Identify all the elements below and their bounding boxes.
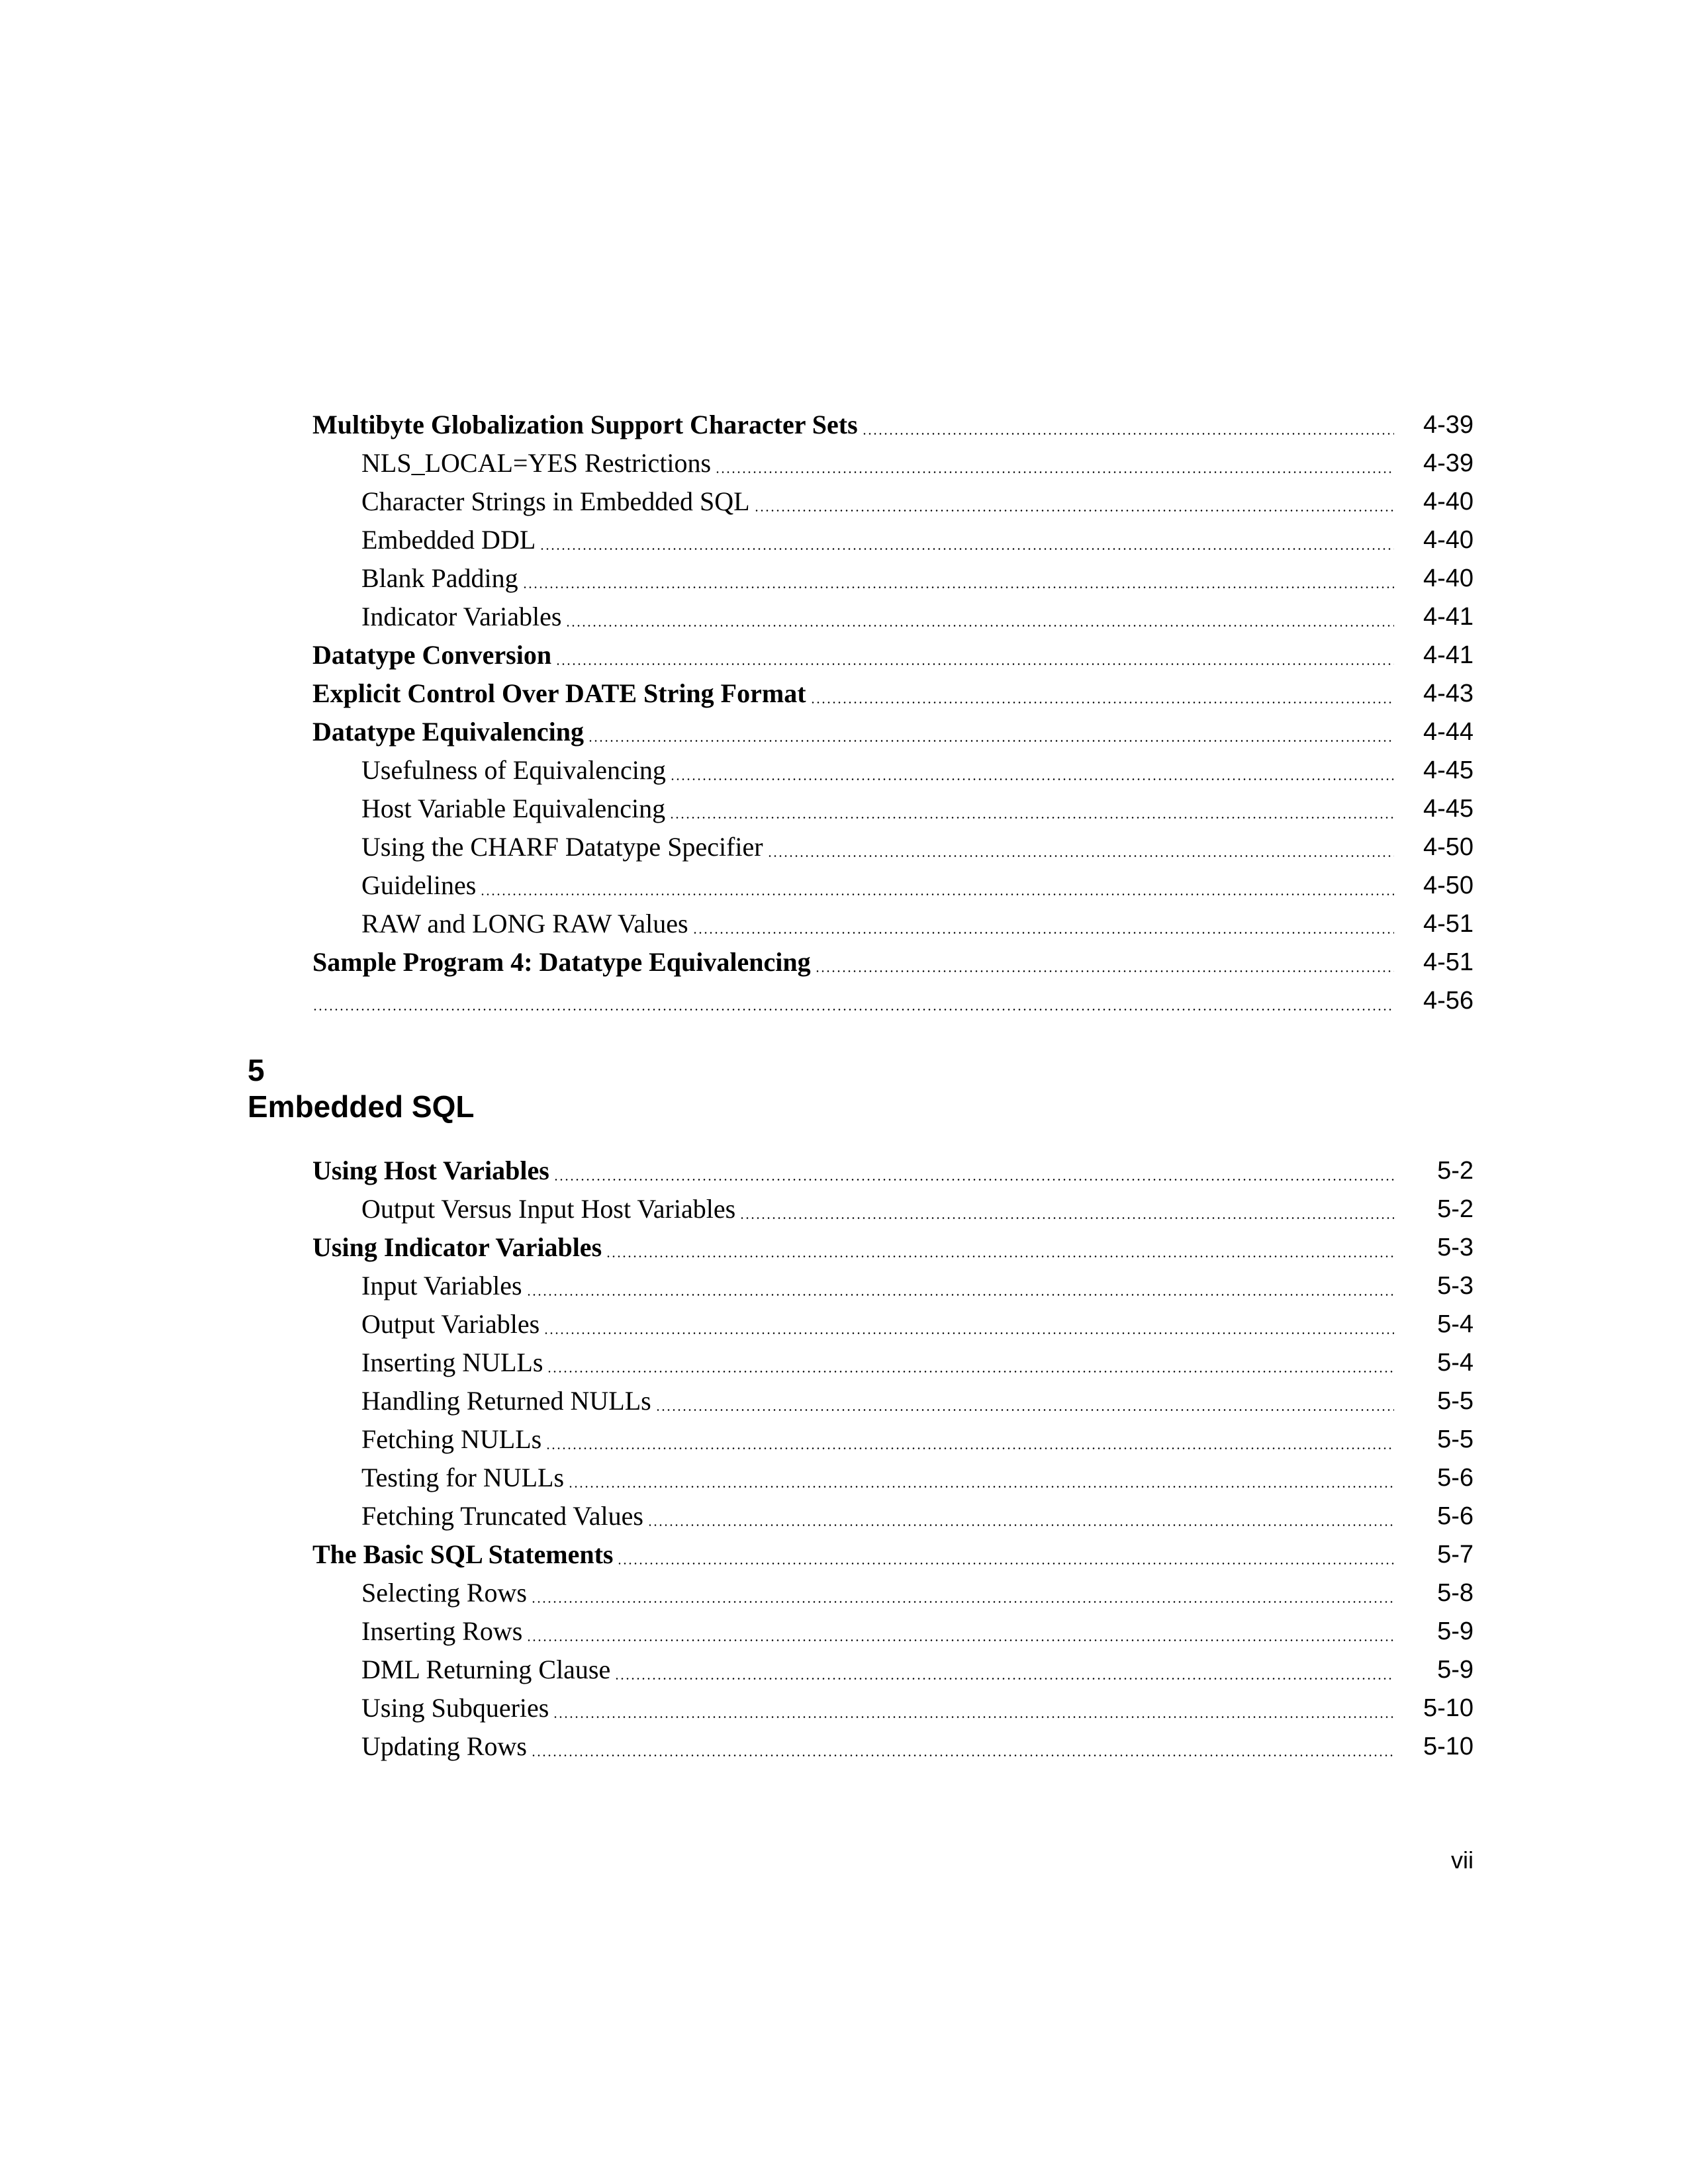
dot-leader xyxy=(815,946,1394,978)
dot-leader xyxy=(553,1155,1394,1187)
toc-entry[interactable] xyxy=(312,1609,1474,1647)
toc-entry-page: 5-9 xyxy=(1437,1656,1474,1684)
dot-leader xyxy=(568,1462,1394,1494)
dot-leader xyxy=(647,1500,1394,1532)
dot-leader xyxy=(617,1539,1394,1570)
toc-entry[interactable] xyxy=(312,748,1474,786)
toc-entry-title: RAW and LONG RAW Values xyxy=(312,908,692,940)
dot-leader xyxy=(715,447,1394,479)
toc-entry-page: 5-9 xyxy=(1437,1617,1474,1645)
toc-entry-page: 5-2 xyxy=(1437,1195,1474,1223)
dot-leader xyxy=(539,524,1394,556)
toc-entry-title: Output Variables xyxy=(312,1308,543,1340)
toc-entry[interactable] xyxy=(312,901,1474,940)
toc-entry-title: Fetching Truncated Values xyxy=(312,1500,647,1532)
dot-leader xyxy=(862,409,1394,441)
dot-leader xyxy=(531,1577,1394,1609)
toc-entry-page: 5-3 xyxy=(1437,1272,1474,1300)
toc-entry[interactable] xyxy=(312,1570,1474,1609)
toc-entry-page: 4-40 xyxy=(1423,526,1474,554)
toc-entry[interactable] xyxy=(312,479,1474,518)
toc-entry-title: Usefulness of Equivalencing xyxy=(312,754,670,786)
toc-entry-title: NLS_LOCAL=YES Restrictions xyxy=(312,447,715,479)
toc-entry[interactable] xyxy=(312,940,1474,978)
toc-entry-title: Selecting Rows xyxy=(312,1577,531,1609)
toc-entry[interactable] xyxy=(312,518,1474,556)
toc-entry[interactable] xyxy=(312,1340,1474,1379)
dot-leader xyxy=(810,678,1394,709)
toc-entry[interactable] xyxy=(312,441,1474,479)
toc-entry-page: 4-50 xyxy=(1423,872,1474,899)
dot-leader xyxy=(547,1347,1394,1379)
toc-entry[interactable] xyxy=(312,709,1474,748)
toc-entry[interactable] xyxy=(312,671,1474,709)
toc-entry-page: 4-51 xyxy=(1423,948,1474,976)
toc-entry-page: 5-10 xyxy=(1423,1694,1474,1722)
toc-entry-page: 5-5 xyxy=(1437,1387,1474,1415)
toc-entry[interactable] xyxy=(312,1532,1474,1570)
toc-entry[interactable] xyxy=(312,1302,1474,1340)
toc-entry-page: 4-40 xyxy=(1423,565,1474,592)
toc-entry[interactable] xyxy=(312,1647,1474,1686)
toc-entry-page: 4-45 xyxy=(1423,795,1474,823)
toc-entry-page: 5-4 xyxy=(1437,1349,1474,1377)
toc-entry-page: 5-3 xyxy=(1437,1234,1474,1261)
toc-entry-title: Blank Padding xyxy=(312,563,522,594)
dot-leader xyxy=(480,870,1394,901)
toc-entry-title: Using the CHARF Datatype Specifier xyxy=(312,831,767,863)
chapter-title: Embedded SQL xyxy=(248,1089,475,1124)
toc-entry[interactable] xyxy=(312,556,1474,594)
dot-leader xyxy=(526,1270,1394,1302)
dot-leader xyxy=(655,1385,1394,1417)
toc-entry-title: Character Strings in Embedded SQL xyxy=(312,486,754,518)
toc-entry-page: 4-39 xyxy=(1423,449,1474,477)
toc-entry-page: 4-40 xyxy=(1423,488,1474,516)
dot-leader xyxy=(670,754,1394,786)
toc-entry-title: Output Versus Input Host Variables xyxy=(312,1193,739,1225)
toc-entry[interactable] xyxy=(312,786,1474,825)
toc-entry[interactable] xyxy=(312,1455,1474,1494)
toc-entry[interactable] xyxy=(312,402,1474,441)
dot-leader xyxy=(669,793,1394,825)
dot-leader xyxy=(565,601,1394,633)
toc-entry-page: 4-51 xyxy=(1423,910,1474,938)
toc-entry[interactable] xyxy=(312,1187,1474,1225)
dot-leader xyxy=(692,908,1394,940)
toc-entry[interactable] xyxy=(312,1417,1474,1455)
dot-leader xyxy=(588,716,1394,748)
dot-leader xyxy=(526,1615,1394,1647)
toc-entry-title: Inserting Rows xyxy=(312,1615,526,1647)
toc-entry-title: Sample Program 4: Datatype Equivalencing xyxy=(312,946,815,978)
toc-entry-page: 5-6 xyxy=(1437,1502,1474,1530)
toc-entry-page: 5-6 xyxy=(1437,1464,1474,1492)
toc-entry-page: 5-7 xyxy=(1437,1541,1474,1569)
toc-entry-page: 5-10 xyxy=(1423,1733,1474,1760)
toc-entry-page: 4-44 xyxy=(1423,718,1474,746)
toc-entry-title: Using Subqueries xyxy=(312,1692,553,1724)
toc-entry-page: 4-41 xyxy=(1423,641,1474,669)
toc-entry[interactable] xyxy=(312,1263,1474,1302)
toc-entry[interactable] xyxy=(312,1225,1474,1263)
dot-leader xyxy=(767,831,1394,863)
dot-leader xyxy=(739,1193,1394,1225)
toc-entry[interactable] xyxy=(312,978,1474,1017)
toc-entry[interactable] xyxy=(312,1494,1474,1532)
dot-leader xyxy=(614,1654,1394,1686)
dot-leader xyxy=(545,1424,1394,1455)
toc-entry-page: 4-43 xyxy=(1423,680,1474,707)
toc-entry-title: Testing for NULLs xyxy=(312,1462,568,1494)
dot-leader xyxy=(543,1308,1394,1340)
toc-entry[interactable] xyxy=(312,1724,1474,1762)
toc-entry-title: Host Variable Equivalencing xyxy=(312,793,669,825)
toc-entry-page: 5-5 xyxy=(1437,1426,1474,1453)
dot-leader xyxy=(531,1731,1394,1762)
dot-leader xyxy=(553,1692,1394,1724)
dot-leader xyxy=(312,985,1394,1017)
toc-entry[interactable] xyxy=(312,863,1474,901)
toc-entry[interactable] xyxy=(312,1148,1474,1187)
toc-entry-page: 4-56 xyxy=(1423,987,1474,1015)
dot-leader xyxy=(606,1232,1394,1263)
toc-entry-title: DML Returning Clause xyxy=(312,1654,614,1686)
toc-entry[interactable] xyxy=(312,825,1474,863)
toc-entry-title: Indicator Variables xyxy=(312,601,565,633)
chapter-number: 5 xyxy=(248,1053,265,1087)
dot-leader xyxy=(555,639,1394,671)
toc-entry-page: 4-39 xyxy=(1423,411,1474,439)
toc-entry[interactable] xyxy=(312,594,1474,633)
chapter-toc-list xyxy=(312,1148,1474,1762)
toc-entry-page: 5-8 xyxy=(1437,1579,1474,1607)
toc-entry-title: Updating Rows xyxy=(312,1731,531,1762)
toc-entry-title: Using Host Variables xyxy=(312,1155,553,1187)
toc-entry-title: Using Indicator Variables xyxy=(312,1232,606,1263)
toc-entry[interactable] xyxy=(312,1686,1474,1724)
toc-entry-title: The Basic SQL Statements xyxy=(312,1539,617,1570)
toc-entry-title: Datatype Conversion xyxy=(312,639,555,671)
toc-continued-list xyxy=(312,402,1474,1017)
toc-entry-title: Guidelines xyxy=(312,870,480,901)
toc-entry-title: Embedded DDL xyxy=(312,524,539,556)
toc-entry-title: Inserting NULLs xyxy=(312,1347,547,1379)
toc-entry[interactable] xyxy=(312,1379,1474,1417)
toc-entry-title: Datatype Equivalencing xyxy=(312,716,588,748)
toc-entry-page: 4-41 xyxy=(1423,603,1474,631)
toc-entry-title: Handling Returned NULLs xyxy=(312,1385,655,1417)
dot-leader xyxy=(522,563,1394,594)
toc-entry[interactable] xyxy=(312,633,1474,671)
toc-entry-page: 5-4 xyxy=(1437,1310,1474,1338)
toc-entry-title: Fetching NULLs xyxy=(312,1424,545,1455)
toc-entry-page: 4-45 xyxy=(1423,756,1474,784)
dot-leader xyxy=(754,486,1394,518)
toc-entry-page: 5-2 xyxy=(1437,1157,1474,1185)
toc-entry-title: Input Variables xyxy=(312,1270,526,1302)
page-folio: vii xyxy=(1451,1846,1474,1874)
toc-entry-title: Explicit Control Over DATE String Format xyxy=(312,678,810,709)
toc-entry-title: Multibyte Globalization Support Character Sets xyxy=(312,409,862,441)
toc-entry-page: 4-50 xyxy=(1423,833,1474,861)
